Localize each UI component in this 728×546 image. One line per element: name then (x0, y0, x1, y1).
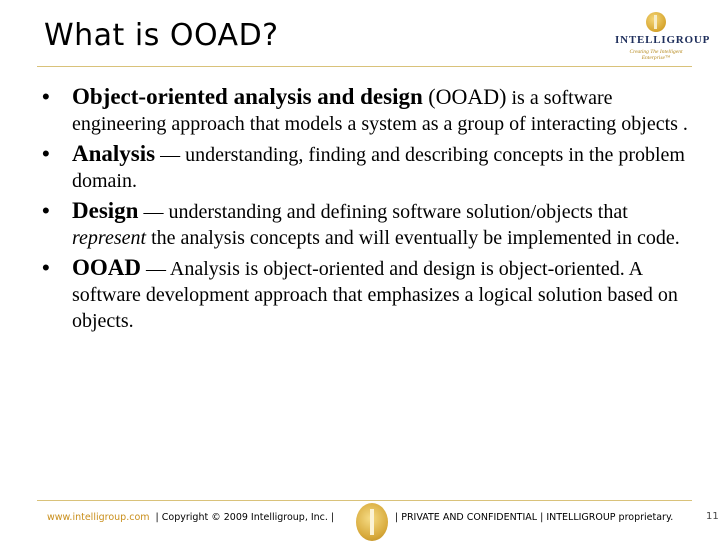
footer-confidential: | PRIVATE AND CONFIDENTIAL | INTELLIGROUP proprietary. (395, 512, 674, 523)
footer-logo-i-icon (370, 509, 374, 535)
bullet-abbr: (OOAD) (422, 84, 507, 109)
title-divider (37, 66, 692, 67)
page-number: 11 (706, 511, 719, 522)
bullet-analysis (42, 141, 692, 194)
slide-title: What is OOAD? (44, 18, 279, 53)
bullet-term: OOAD (72, 255, 141, 280)
footer-divider (37, 500, 692, 501)
bullet-ooad (42, 255, 692, 334)
bullet-icon: • (42, 141, 50, 166)
footer-logo-icon (356, 503, 388, 541)
logo-tagline: Creating The Intelligent Enterprise™ (629, 49, 683, 61)
bullet-text: — understanding and defining software solution/objects that (138, 201, 628, 223)
footer-copyright: | Copyright © 2009 Intelligroup, Inc. | (155, 512, 335, 523)
logo-i-bar-icon (654, 15, 657, 29)
bullet-term: Design (72, 198, 139, 223)
bullet-list (42, 84, 692, 338)
bullet-text: is a software engineering approach that models a system as a group of interacting objects . (72, 87, 688, 135)
bullet-term: Analysis (72, 141, 156, 166)
bullet-ooad-definition (42, 84, 692, 137)
bullet-design (42, 198, 692, 251)
bullet-term: Object-oriented analysis and design (72, 84, 423, 109)
bullet-text: — understanding, finding and describing concepts in the problem domain. (72, 144, 685, 192)
bullet-text: the analysis concepts and will eventually be implemented in code. (146, 227, 680, 249)
bullet-emphasis: represent (72, 227, 147, 249)
bullet-icon: • (42, 198, 50, 223)
intelligroup-logo (615, 12, 711, 61)
bullet-text: — Analysis is object-oriented and design is object-oriented. A software development approach that emphasizes a logical solution based on objects. (72, 258, 678, 332)
bullet-icon: • (42, 255, 50, 280)
logo-name: INTELLIGROUP (615, 34, 711, 46)
footer-left (47, 512, 337, 523)
bullet-icon: • (42, 84, 50, 109)
footer-url-link[interactable]: www.intelligroup.com (47, 512, 150, 523)
